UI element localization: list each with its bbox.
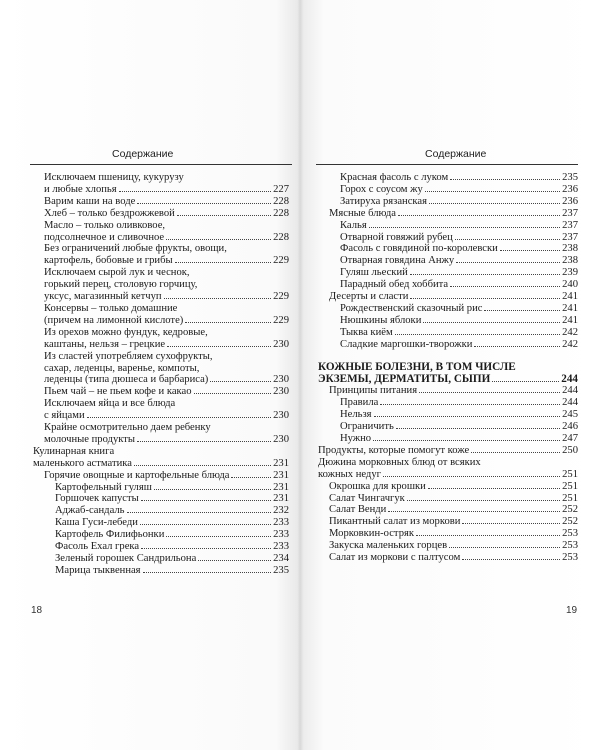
toc-entry-row [44,386,289,398]
toc-entry [318,196,578,208]
toc-entry-title-line: Кулинарная книга [33,445,115,457]
toc-entry-row [340,421,578,433]
toc-page-number: 242 [562,338,578,350]
toc-entry-title-line: Дюжина морковных блюд от всяких [318,456,481,468]
toc-entry [33,327,289,351]
toc-entry-title-line: Пикантный салат из моркови [329,516,461,528]
toc-entry-row [44,434,289,446]
dot-leader [500,250,560,251]
toc-entry-title-line: Каша Гуси-лебеди [55,517,138,529]
toc-entry [33,553,289,565]
dot-leader [450,179,560,180]
toc-entry-title-line: Крайне осмотрительно даем ребенку [44,422,211,434]
toc-entry [33,529,289,541]
toc-page-number: 230 [273,433,289,445]
toc-list [33,172,289,577]
toc-entry [33,482,289,494]
toc-entry-title-line: леденцы (типа дюшеса и барбариса) [44,374,209,386]
dot-leader [87,417,271,418]
toc-entry-title-line: Нюшкины яблоки [340,314,422,326]
toc-entry-row [329,291,578,303]
toc-page-number: 237 [562,207,578,219]
dot-leader [388,511,560,512]
toc-entry-row [329,516,578,528]
toc-list [318,172,578,564]
toc-page-number: 239 [562,267,578,279]
toc-entry-title-line: и любые хлопья [44,183,117,195]
toc-entry-row [340,184,578,196]
dot-leader [141,548,271,549]
toc-entry [33,208,289,220]
toc-page-number: 253 [562,540,578,552]
toc-entry-title-line: Аджаб-сандаль [55,505,125,517]
toc-page-number: 230 [273,374,289,386]
toc-entry-title-line: Марица тыквенная [55,564,141,576]
toc-page-number: 241 [562,302,578,314]
dot-leader [127,512,272,513]
toc-entry [318,291,578,303]
toc-entry-title-line: КОЖНЫЕ БОЛЕЗНИ, В ТОМ ЧИСЛЕ [318,360,516,373]
toc-page-number: 228 [273,207,289,219]
dot-leader [185,322,271,323]
toc-page-number: 244 [561,372,578,385]
toc-entry [318,232,578,244]
toc-entry [318,481,578,493]
toc-page-number: 230 [273,386,289,398]
toc-page-number: 251 [562,492,578,504]
toc-entry [318,421,578,433]
toc-page-number: 238 [562,255,578,267]
toc-entry [33,267,289,303]
toc-entry-title-line: Десерты и сласти [329,291,409,303]
toc-entry-title-line: горький перец, столовую горчицу, [44,279,198,291]
toc-entry-row [55,505,289,517]
toc-page-number: 247 [562,433,578,445]
toc-entry-row [44,255,289,267]
dot-leader [369,227,560,228]
page-number: 19 [566,605,578,616]
toc-page-number: 233 [273,541,289,553]
toc-entry-title-line: Салат Чингачгук [329,492,405,504]
toc-entry-title-line: Красная фасоль с луком [340,172,449,183]
toc-page-number: 232 [273,505,289,517]
dot-leader [164,298,272,299]
dot-leader [462,523,560,524]
toc-entry-row [44,184,289,196]
toc-entry [33,172,289,196]
toc-entry-title-line: Рождественский сказочный рис [340,302,483,314]
toc-page-number: 245 [562,409,578,421]
dot-leader [410,274,560,275]
dot-leader [373,440,560,441]
toc-entry-title-line: Калья [340,219,367,231]
toc-entry-row [44,410,289,422]
toc-entry-title-line: кожных недуг [318,468,381,480]
toc-entry-title-line: Затируха рязанская [340,195,427,207]
toc-entry-row [318,445,578,457]
toc-entry [318,184,578,196]
dot-leader [416,535,560,536]
toc-entry-title-line: Сладкие маргошки-творожки [340,338,473,350]
toc-entry-row [44,470,289,482]
toc-entry [318,445,578,457]
toc-entry-row [340,315,578,327]
toc-entry-row [329,481,578,493]
dot-leader [455,239,560,240]
toc-entry-title-line: Ограничить [340,421,394,433]
toc-page-number: 253 [562,552,578,564]
toc-entry-title-line: Продукты, которые помогут коже [318,444,470,456]
toc-entry-title-line: Из орехов можно фундук, кедровые, [44,326,208,338]
toc-page-number: 235 [273,564,289,576]
page-number: 18 [31,605,43,616]
toc-entry [33,493,289,505]
toc-entry [318,255,578,267]
toc-page-number: 240 [562,279,578,291]
toc-entry [318,220,578,232]
toc-page-number: 229 [273,314,289,326]
dot-leader [166,239,271,240]
toc-entry-title-line: Масло – только оливковое, [44,219,166,231]
dot-leader [407,500,560,501]
toc-entry-row [340,243,578,255]
toc-page-number: 251 [562,468,578,480]
toc-entry-row [44,374,289,386]
toc-entry-title-line: Фасоль с говядиной по-королевски [340,243,498,255]
toc-entry-title-line: Закуска маленьких горцев [329,540,448,552]
toc-entry-title-line: Картофельный гуляш [55,481,152,493]
toc-entry [318,279,578,291]
toc-entry-row [55,493,289,505]
toc-entry-title-line: Исключаем пшеницу, кукурузу [44,172,184,183]
dot-leader [175,262,272,263]
toc-entry-row [340,220,578,232]
toc-entry-row [329,552,578,564]
toc-entry [318,516,578,528]
toc-entry [318,267,578,279]
toc-entry-row [340,433,578,445]
toc-entry-row [329,208,578,220]
toc-entry-title-line: Исключаем яйца и все блюда [44,398,176,410]
toc-page-number: 238 [562,243,578,255]
toc-entry-title-line: подсолнечное и сливочное [44,231,165,243]
toc-entry [33,446,289,470]
toc-entry [33,196,289,208]
header-rule [316,164,578,165]
toc-entry-row [329,385,578,397]
toc-entry-title-line: Правила [340,397,379,409]
toc-page-number: 235 [562,172,578,183]
dot-leader [143,572,272,573]
toc-entry-row [55,517,289,529]
toc-entry-title-line: ЭКЗЕМЫ, ДЕРМАТИТЫ, СЫПИ [318,372,491,385]
toc-entry-title-line: Горшочек капусты [55,493,139,505]
dot-leader [177,215,271,216]
toc-entry-row [340,339,578,351]
toc-page-number: 252 [562,504,578,516]
toc-entry-row [55,565,289,577]
toc-entry-row [340,327,578,339]
dot-leader [425,191,560,192]
toc-entry-title-line: Из сластей употребляем сухофрукты, [44,350,213,362]
dot-leader [154,489,271,490]
toc-page-number: 244 [562,397,578,409]
toc-entry-title-line: Горох с соусом жу [340,183,423,195]
toc-entry-row [55,482,289,494]
toc-entry-title-line: Исключаем сырой лук и чеснок, [44,267,190,279]
toc-entry [33,422,289,446]
toc-entry-title-line: Фасоль Ехал грека [55,541,140,553]
toc-page-number: 236 [562,183,578,195]
toc-entry [318,208,578,220]
toc-entry-title-line: Картофель Филифьонки [55,529,165,541]
running-header: Содержание [425,148,487,160]
toc-entry [318,457,578,481]
toc-entry [318,243,578,255]
toc-entry-title-line: Салат Венди [329,504,387,516]
toc-page-number: 231 [273,481,289,493]
toc-page-number: 242 [562,326,578,338]
toc-entry-row [55,541,289,553]
toc-page-number: 251 [562,480,578,492]
toc-page-number: 229 [273,255,289,267]
toc-entry-title-line: Нельзя [340,409,372,421]
dot-leader [398,215,560,216]
toc-page-number: 230 [273,410,289,422]
dot-leader [137,441,271,442]
dot-leader [395,334,560,335]
toc-entry-title-line: Без ограничений любые фрукты, овощи, [44,243,227,255]
toc-entry-row [329,528,578,540]
dot-leader [449,547,560,548]
toc-entry-title-line: Тыква киём [340,326,393,338]
toc-entry-row [340,397,578,409]
toc-entry-row [44,315,289,327]
dot-leader [119,191,271,192]
toc-entry [33,505,289,517]
toc-entry [33,303,289,327]
dot-leader [137,203,271,204]
toc-page-number: 244 [562,385,578,397]
dot-leader [380,404,560,405]
toc-page-number: 237 [562,231,578,243]
toc-entry-title-line: Морковкин-остряк [329,528,415,540]
toc-entry-title-line: картофель, бобовые и грибы [44,255,173,267]
toc-entry-row [329,540,578,552]
toc-entry-title-line: с яйцами [44,410,85,422]
dot-leader [474,346,560,347]
toc-entry [33,517,289,529]
toc-page-number: 231 [273,469,289,481]
toc-entry-title-line: (причем на лимонной кислоте) [44,314,184,326]
toc-section-heading [318,362,578,386]
toc-entry [33,220,289,244]
toc-entry-title-line: молочные продукты [44,433,136,445]
toc-entry-title-line: каштаны, нельзя – грецкие [44,338,166,350]
toc-entry-row [44,196,289,208]
toc-entry [33,398,289,422]
dot-leader [428,488,560,489]
toc-page-number: 230 [273,338,289,350]
toc-entry [33,243,289,267]
dot-leader [410,298,560,299]
toc-entry [318,339,578,351]
dot-leader [462,559,560,560]
dot-leader [198,560,271,561]
toc-entry-row [340,267,578,279]
toc-entry-title-line: Принципы питания [329,385,418,397]
toc-entry-title-line: Хлеб – только бездрожжевой [44,207,175,219]
toc-entry-row [55,529,289,541]
toc-entry-row [329,504,578,516]
toc-page-number: 237 [562,219,578,231]
toc-entry-title-line: Зеленый горошек Сандрильона [55,553,197,564]
toc-page-number: 250 [562,444,578,456]
running-header: Содержание [112,148,174,160]
toc-entry-title-line: Окрошка для крошки [329,480,426,492]
toc-entry-title-line: Нужно [340,433,372,445]
dot-leader [166,536,271,537]
dot-leader [383,476,560,477]
toc-page-number: 233 [273,517,289,529]
dot-leader [419,392,560,393]
dot-leader [450,286,560,287]
dot-leader [484,310,560,311]
toc-entry-row [44,232,289,244]
toc-entry [318,528,578,540]
dot-leader [423,322,560,323]
dot-leader [429,203,560,204]
toc-entry [318,493,578,505]
toc-entry [318,315,578,327]
toc-page-number: 253 [562,528,578,540]
toc-page-number: 231 [273,493,289,505]
toc-page-number: 229 [273,291,289,303]
toc-entry-title-line: Парадный обед хоббита [340,279,449,291]
toc-page-number: 231 [273,457,289,469]
toc-page-number: 228 [273,195,289,207]
toc-entry [33,386,289,398]
toc-page-number: 252 [562,516,578,528]
dot-leader [471,452,560,453]
toc-page-number: 241 [562,291,578,303]
toc-entry [318,504,578,516]
toc-entry [318,327,578,339]
dot-leader [492,381,559,382]
toc-entry [318,303,578,315]
toc-entry-title-line: Варим каши на воде [44,195,136,207]
toc-entry [33,351,289,387]
dot-leader [141,500,271,501]
toc-entry [33,541,289,553]
toc-entry-row [340,279,578,291]
dot-leader [231,477,271,478]
toc-entry-title-line: маленького астматика [33,457,132,469]
toc-entry-row [340,255,578,267]
toc-page-number: 234 [273,553,289,564]
toc-entry-row [340,196,578,208]
dot-leader [374,416,561,417]
toc-entry-row [340,409,578,421]
dot-leader [134,465,271,466]
dot-leader [140,524,271,525]
toc-entry-title-line: сахар, леденцы, варенье, компоты, [44,362,200,374]
toc-entry-row [33,458,289,470]
toc-entry-title-line: Гуляш льеский [340,267,408,279]
toc-entry-title-line: Консервы – только домашние [44,302,178,314]
toc-entry [318,552,578,564]
toc-entry [318,172,578,184]
toc-entry-row [340,172,578,184]
toc-entry-title-line: Горячие овощные и картофельные блюда [44,469,230,481]
toc-page-number: 228 [273,231,289,243]
toc-entry [318,540,578,552]
toc-entry-title-line: Салат из моркови с палтусом [329,552,461,564]
toc-entry [33,470,289,482]
dot-leader [396,428,560,429]
dot-leader [210,381,271,382]
toc-entry-title-line: Отварная говядина Анжу [340,255,455,267]
toc-entry [318,409,578,421]
toc-entry-row [55,553,289,565]
toc-page-number: 246 [562,421,578,433]
toc-entry-row [340,303,578,315]
toc-entry-row [44,339,289,351]
right-page [300,0,600,750]
toc-entry-row [318,374,578,386]
dot-leader [167,346,271,347]
toc-entry [318,433,578,445]
toc-entry-title-line: Пьем чай – не пьем кофе и какао [44,386,192,398]
toc-entry [318,385,578,397]
toc-page-number: 227 [273,183,289,195]
toc-entry-title-line: Отварной говяжий рубец [340,231,453,243]
toc-entry [318,397,578,409]
toc-page-number: 241 [562,314,578,326]
toc-page-number: 236 [562,195,578,207]
toc-entry-row [44,208,289,220]
dot-leader [194,393,272,394]
toc-entry-title-line: уксус, магазинный кетчуп [44,291,162,303]
toc-entry-row [44,291,289,303]
dot-leader [456,262,560,263]
toc-entry-row [340,232,578,244]
toc-entry-row [329,493,578,505]
header-rule [30,164,292,165]
toc-entry-row [318,469,578,481]
toc-entry-title-line: Мясные блюда [329,207,397,219]
toc-entry [33,565,289,577]
toc-page-number: 233 [273,529,289,541]
